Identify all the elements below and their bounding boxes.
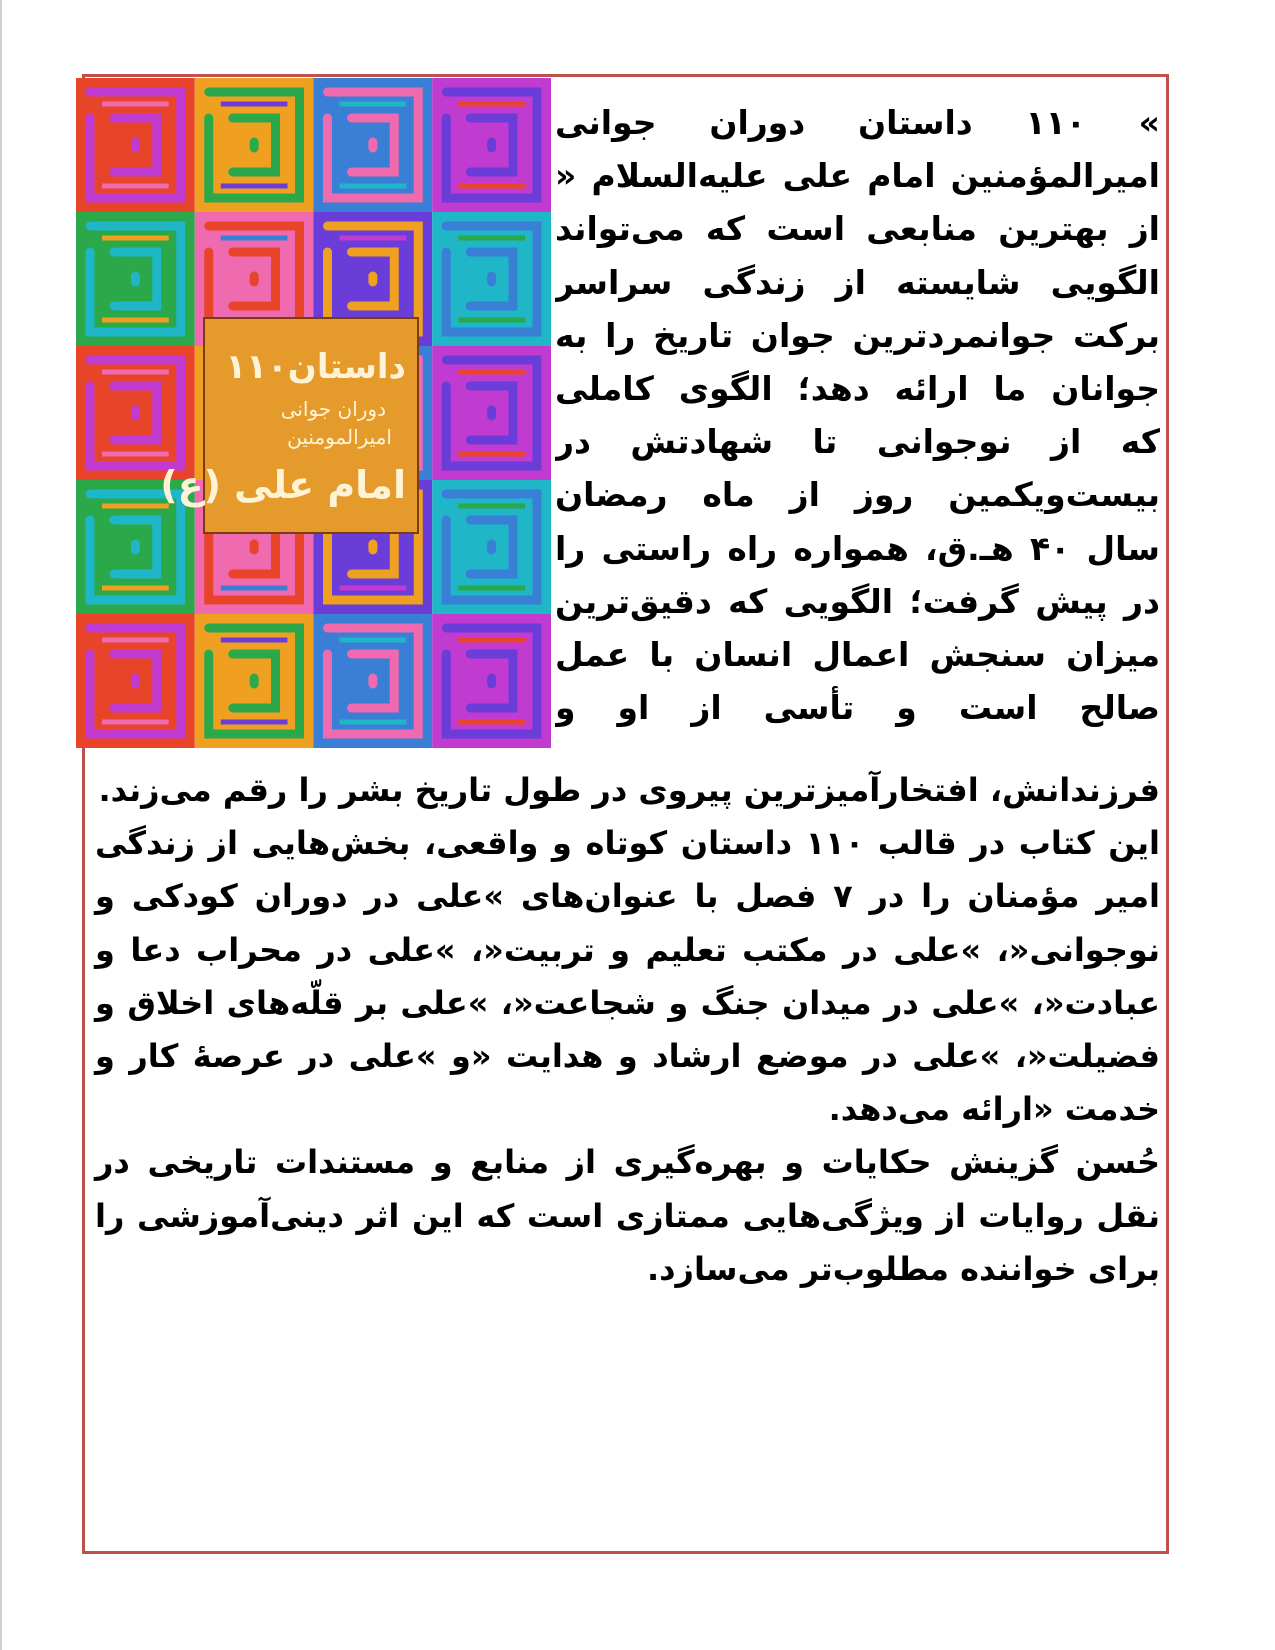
body-text [95, 764, 1160, 1296]
cover-subtitle-2: امیرالمومنین [287, 425, 392, 449]
cover-name: امام علی (ع) [160, 463, 406, 507]
cover-title-number: ۱۱۰داستان [225, 347, 406, 387]
intro-line: از بهترین منابعی است که می‌تواند [555, 209, 1160, 249]
intro-line: جوانان ما ارائه دهد؛ الگوی کاملی [555, 369, 1160, 409]
intro-line: در پیش گرفت؛ الگویی که دقیق‌ترین [555, 581, 1160, 621]
closing-paragraph: حُسن گزینش حکایات و بهره‌گیری از منابع و مستندات تاریخی در نقل روایات از ویژگی‌هایی ممتازی است که این اثر دینی‌آموزشی را برای خواننده مطلوب‌تر می‌سازد. [95, 1143, 1160, 1288]
intro-line: بیست‌ویکمین روز از ماه رمضان [555, 475, 1160, 515]
page-edge-rule [0, 0, 2, 1650]
intro-paragraph [555, 96, 1160, 734]
intro-line: میزان سنجش اعمال انسان با عمل [555, 635, 1160, 675]
cover-subtitle-1: دوران جوانی [280, 397, 386, 421]
intro-line: که از نوجوانی تا شهادتش در [555, 422, 1160, 462]
intro-line: » ۱۱۰ داستان دوران جوانی [555, 103, 1160, 142]
intro-line: برکت جوانمردترین جوان تاریخ را به [555, 315, 1160, 355]
intro-line: صالح است و تأسی از او و [555, 688, 1160, 728]
intro-line: سال ۴۰ هـ.ق، همواره راه راستی را [555, 528, 1160, 568]
intro-paragraph-tail: فرزندانش، افتخارآمیزترین پیروی در طول تاریخ بشر را رقم می‌زند. [98, 771, 1160, 809]
chapters-paragraph: این کتاب در قالب ۱۱۰ داستان کوتاه و واقعی، بخش‌هایی از زندگی امیر مؤمنان را در ۷ فصل با عنوان‌های »علی در دوران کودکی و نوجوانی«، »علی در مکتب تعلیم و تربیت«، »علی در محراب دعا و عبادت«، »علی در میدان جنگ و شجاعت«، »علی بر قلّه‌های اخلاق و فضیلت«، »علی در موضع ارشاد و هدایت «و »علی در عرصهٔ کار و خدمت «ارائه می‌دهد. [95, 824, 1161, 1129]
book-cover-image [76, 78, 551, 748]
intro-line: الگویی شایسته از زندگی سراسر [555, 262, 1160, 302]
intro-line: امیرالمؤمنین امام علی علیه‌السلام « [555, 156, 1160, 196]
